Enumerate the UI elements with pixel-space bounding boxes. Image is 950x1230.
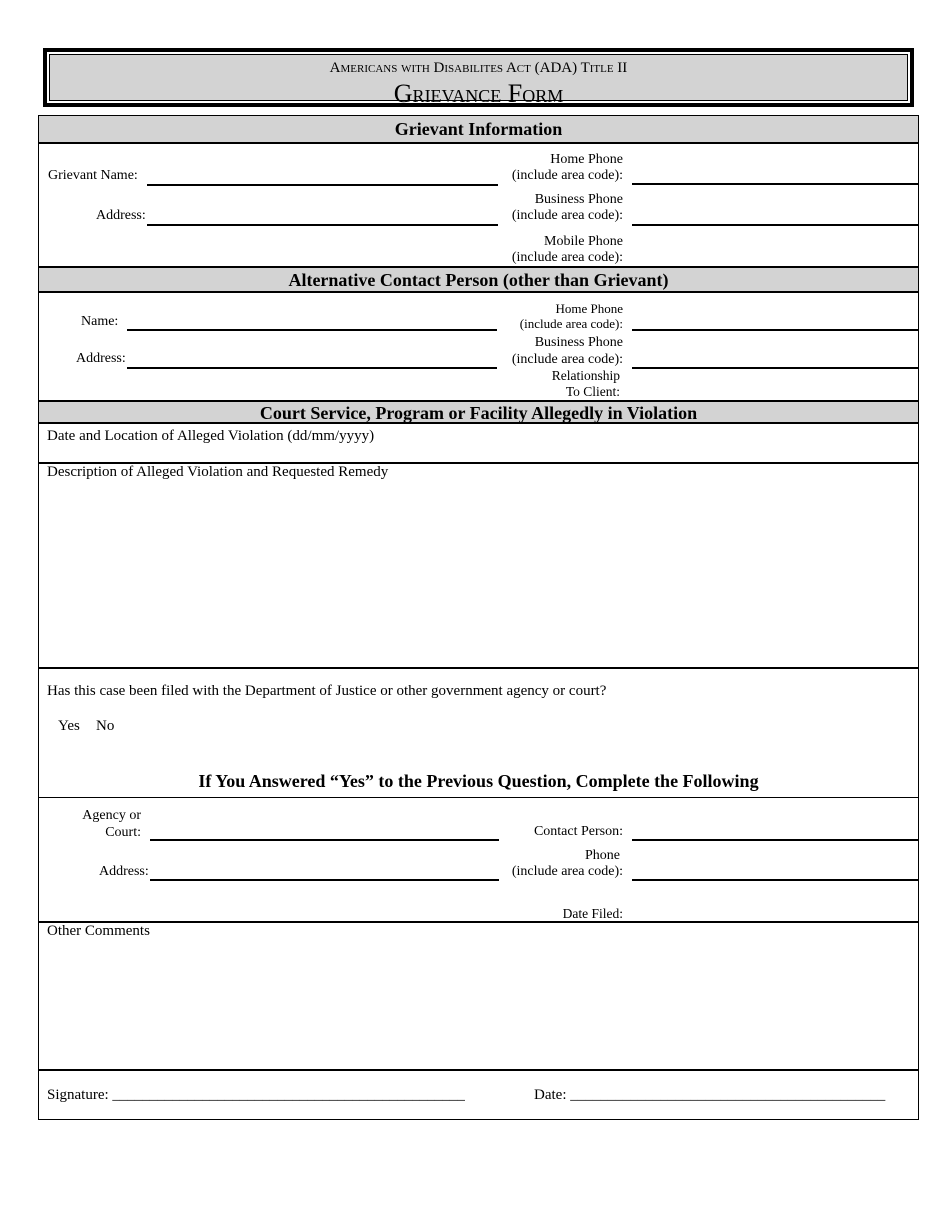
grievant-business-phone-label-line2: (include area code):	[511, 208, 623, 223]
other-comments-field[interactable]	[39, 942, 918, 1068]
grievant-home-phone-label	[470, 152, 623, 184]
form-title-panel	[49, 54, 908, 108]
agency-court-label-line2: Court:	[105, 825, 141, 840]
date-location-label: Date and Location of Alleged Violation (dd/mm/yyyy)	[47, 428, 375, 444]
grievant-home-phone-label-line2: (include area code):	[511, 168, 623, 183]
date-filed-label: Date Filed:	[562, 906, 623, 921]
signature-date-field[interactable]: Date: __________________________________________	[534, 1087, 886, 1103]
grievant-mobile-phone-label-line2: (include area code):	[511, 250, 623, 265]
alternative-business-phone-label	[470, 334, 623, 368]
followup-address-field[interactable]	[150, 879, 499, 881]
alternative-home-phone-field[interactable]	[632, 329, 918, 331]
description-label: Description of Alleged Violation and Requested Remedy	[47, 464, 389, 480]
form-title-box	[43, 48, 914, 107]
description-field[interactable]	[39, 480, 918, 666]
description-divider	[39, 667, 918, 669]
agency-court-label-line1: Agency or	[82, 808, 141, 823]
grievant-address-field[interactable]	[147, 224, 498, 226]
alternative-name-field[interactable]	[127, 329, 497, 331]
agency-court-label	[60, 807, 141, 841]
comments-divider	[39, 1069, 918, 1071]
filed-yes-option[interactable]: Yes	[58, 718, 80, 734]
followup-divider	[39, 797, 918, 798]
alternative-home-phone-label-line1: Home Phone	[555, 301, 623, 316]
alternative-business-phone-field[interactable]	[632, 367, 918, 369]
grievant-business-phone-label-line1: Business Phone	[534, 192, 623, 207]
grievant-home-phone-label-line1: Home Phone	[550, 152, 623, 167]
grievant-home-phone-field[interactable]	[632, 183, 918, 185]
alternative-section-header: Alternative Contact Person (other than Grievant)	[39, 266, 918, 293]
alternative-address-field[interactable]	[127, 367, 497, 369]
filed-question: Has this case been filed with the Department of Justice or other government agency or court?	[47, 683, 607, 699]
alternative-home-phone-label-line2: (include area code):	[519, 316, 623, 331]
alternative-relationship-label-line1: Relationship	[551, 368, 620, 383]
alternative-address-label: Address:	[76, 351, 126, 366]
followup-phone-label	[470, 848, 623, 880]
form-subtitle: Americans with Disabilites Act (ADA) Title II	[329, 60, 628, 76]
alternative-business-phone-label-line1: Business Phone	[534, 335, 623, 350]
followup-phone-label-line2: (include area code):	[511, 864, 623, 879]
alternative-relationship-label	[470, 368, 620, 400]
agency-court-field[interactable]	[150, 839, 499, 841]
alternative-business-phone-label-line2: (include area code):	[511, 352, 623, 367]
alternative-relationship-label-line2: To Client:	[565, 384, 620, 399]
grievant-mobile-phone-label	[470, 234, 623, 266]
followup-phone-label-line1: Phone	[585, 848, 620, 863]
grievant-mobile-phone-label-line1: Mobile Phone	[544, 234, 623, 249]
grievant-name-label: Grievant Name:	[48, 168, 138, 183]
grievant-name-field[interactable]	[147, 184, 498, 186]
other-comments-label: Other Comments	[47, 923, 150, 939]
followup-address-label: Address:	[99, 864, 149, 879]
grievant-business-phone-label	[470, 192, 623, 224]
alternative-name-label: Name:	[81, 314, 119, 329]
violation-section-header: Court Service, Program or Facility Allegedly in Violation	[39, 400, 918, 424]
filed-no-option[interactable]: No	[96, 718, 115, 734]
alternative-home-phone-label	[470, 301, 623, 331]
form-title: Grievance Form	[393, 79, 564, 108]
grievant-address-label: Address:	[96, 208, 146, 223]
signature-field[interactable]: Signature: _______________________________________________	[47, 1087, 465, 1103]
followup-phone-field[interactable]	[632, 879, 918, 881]
grievant-section-header: Grievant Information	[39, 115, 918, 144]
contact-person-label: Contact Person:	[533, 824, 623, 839]
date-filed-divider	[39, 921, 918, 923]
followup-header: If You Answered “Yes” to the Previous Question, Complete the Following	[198, 771, 759, 791]
grievant-business-phone-field[interactable]	[632, 224, 918, 226]
contact-person-field[interactable]	[632, 839, 918, 841]
